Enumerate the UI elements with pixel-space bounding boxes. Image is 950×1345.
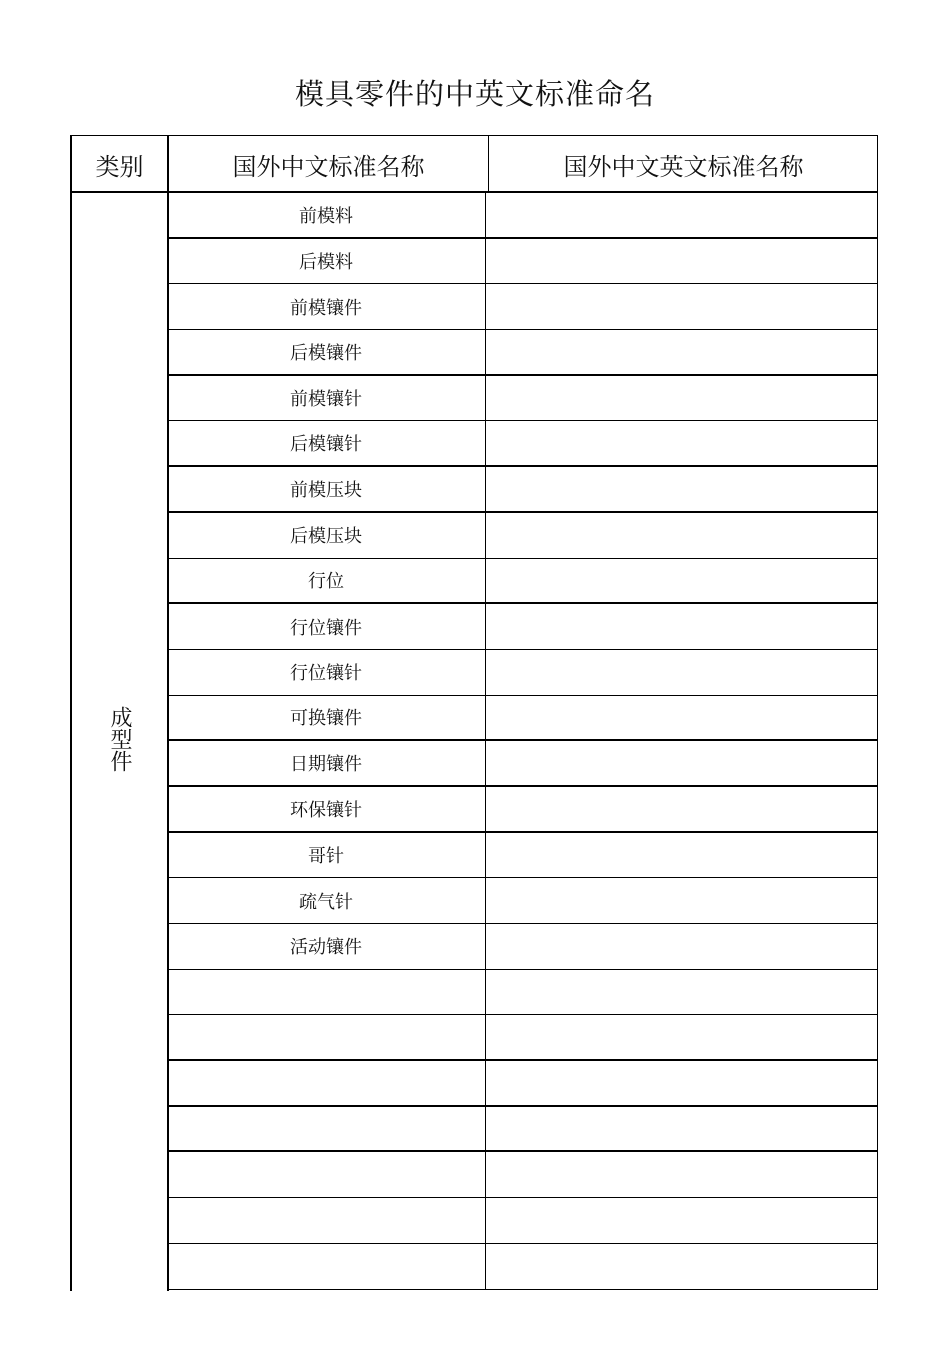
en-name-cell	[486, 924, 877, 969]
table-row	[167, 376, 878, 422]
en-name-cell	[486, 741, 877, 785]
category-column	[70, 193, 169, 1291]
header-en-name: 国外中文英文标准名称	[563, 152, 804, 181]
en-name-cell	[486, 513, 877, 558]
en-name-cell	[486, 1152, 877, 1197]
table-row	[167, 878, 878, 924]
cn-name-cell: 日期镶件	[167, 741, 486, 785]
en-name-cell	[486, 1198, 877, 1243]
en-name-cell	[486, 330, 877, 374]
table-row	[167, 467, 878, 513]
table-row	[167, 284, 878, 330]
cn-name-cell: 后模料	[167, 239, 486, 284]
table-row	[167, 1198, 878, 1244]
table-row	[167, 970, 878, 1016]
en-name-cell	[486, 970, 877, 1015]
en-name-cell	[486, 650, 877, 695]
cn-name-cell: 活动镶件	[167, 924, 486, 969]
header-category: 类别	[72, 136, 169, 192]
en-name-cell	[486, 696, 877, 740]
table-row	[167, 787, 878, 833]
table-row	[167, 1015, 878, 1061]
table-row	[167, 650, 878, 696]
table-row	[167, 559, 878, 605]
en-name-cell	[486, 376, 877, 421]
cn-name-cell: 后模镶针	[167, 421, 486, 465]
cn-name-cell: 行位镶件	[167, 604, 486, 649]
cn-name-cell: 行位镶针	[167, 650, 486, 695]
table-row	[167, 924, 878, 970]
cn-name-cell: 前模镶针	[167, 376, 486, 421]
cn-name-cell: 可换镶件	[167, 696, 486, 740]
table-row	[167, 330, 878, 376]
cn-name-cell	[167, 1015, 486, 1059]
table-row	[167, 193, 878, 239]
en-name-cell	[486, 833, 877, 878]
cn-name-cell	[167, 1107, 486, 1151]
en-name-cell	[486, 1107, 877, 1151]
document-title: 模具零件的中英文标准命名	[294, 77, 655, 111]
en-name-cell	[486, 467, 877, 511]
cn-name-cell	[167, 1198, 486, 1243]
table-row	[167, 1244, 878, 1290]
table-row	[167, 1152, 878, 1198]
table-row	[167, 604, 878, 650]
cn-name-cell: 后模压块	[167, 513, 486, 558]
table-row	[167, 513, 878, 559]
cn-name-cell: 前模镶件	[167, 284, 486, 329]
table-row	[167, 421, 878, 467]
table-row	[167, 239, 878, 285]
en-name-cell	[486, 1244, 877, 1289]
table-row	[167, 741, 878, 787]
cn-name-cell: 前模料	[167, 193, 486, 237]
table-row	[167, 1107, 878, 1153]
table-body	[167, 193, 878, 1290]
en-name-cell	[486, 1015, 877, 1059]
table-header	[70, 135, 878, 193]
header-cn-name: 国外中文标准名称	[169, 136, 489, 192]
en-name-cell	[486, 1061, 877, 1105]
en-name-cell	[486, 878, 877, 923]
en-name-cell	[486, 559, 877, 603]
cn-name-cell: 环保镶针	[167, 787, 486, 831]
table-row	[167, 1061, 878, 1107]
cn-name-cell	[167, 1061, 486, 1105]
cn-name-cell	[167, 970, 486, 1015]
en-name-cell	[486, 604, 877, 649]
cn-name-cell: 后模镶件	[167, 330, 486, 374]
cn-name-cell: 行位	[167, 559, 486, 603]
cn-name-cell: 疏气针	[167, 878, 486, 923]
en-name-cell	[486, 284, 877, 329]
cn-name-cell	[167, 1152, 486, 1197]
table-row	[167, 833, 878, 879]
en-name-cell	[486, 787, 877, 831]
en-name-cell	[486, 239, 877, 284]
cn-name-cell: 哥针	[167, 833, 486, 878]
cn-name-cell	[167, 1244, 486, 1289]
en-name-cell	[486, 193, 877, 237]
table-row	[167, 696, 878, 742]
en-name-cell	[486, 421, 877, 465]
cn-name-cell: 前模压块	[167, 467, 486, 511]
category-label: 成型件	[107, 706, 132, 772]
